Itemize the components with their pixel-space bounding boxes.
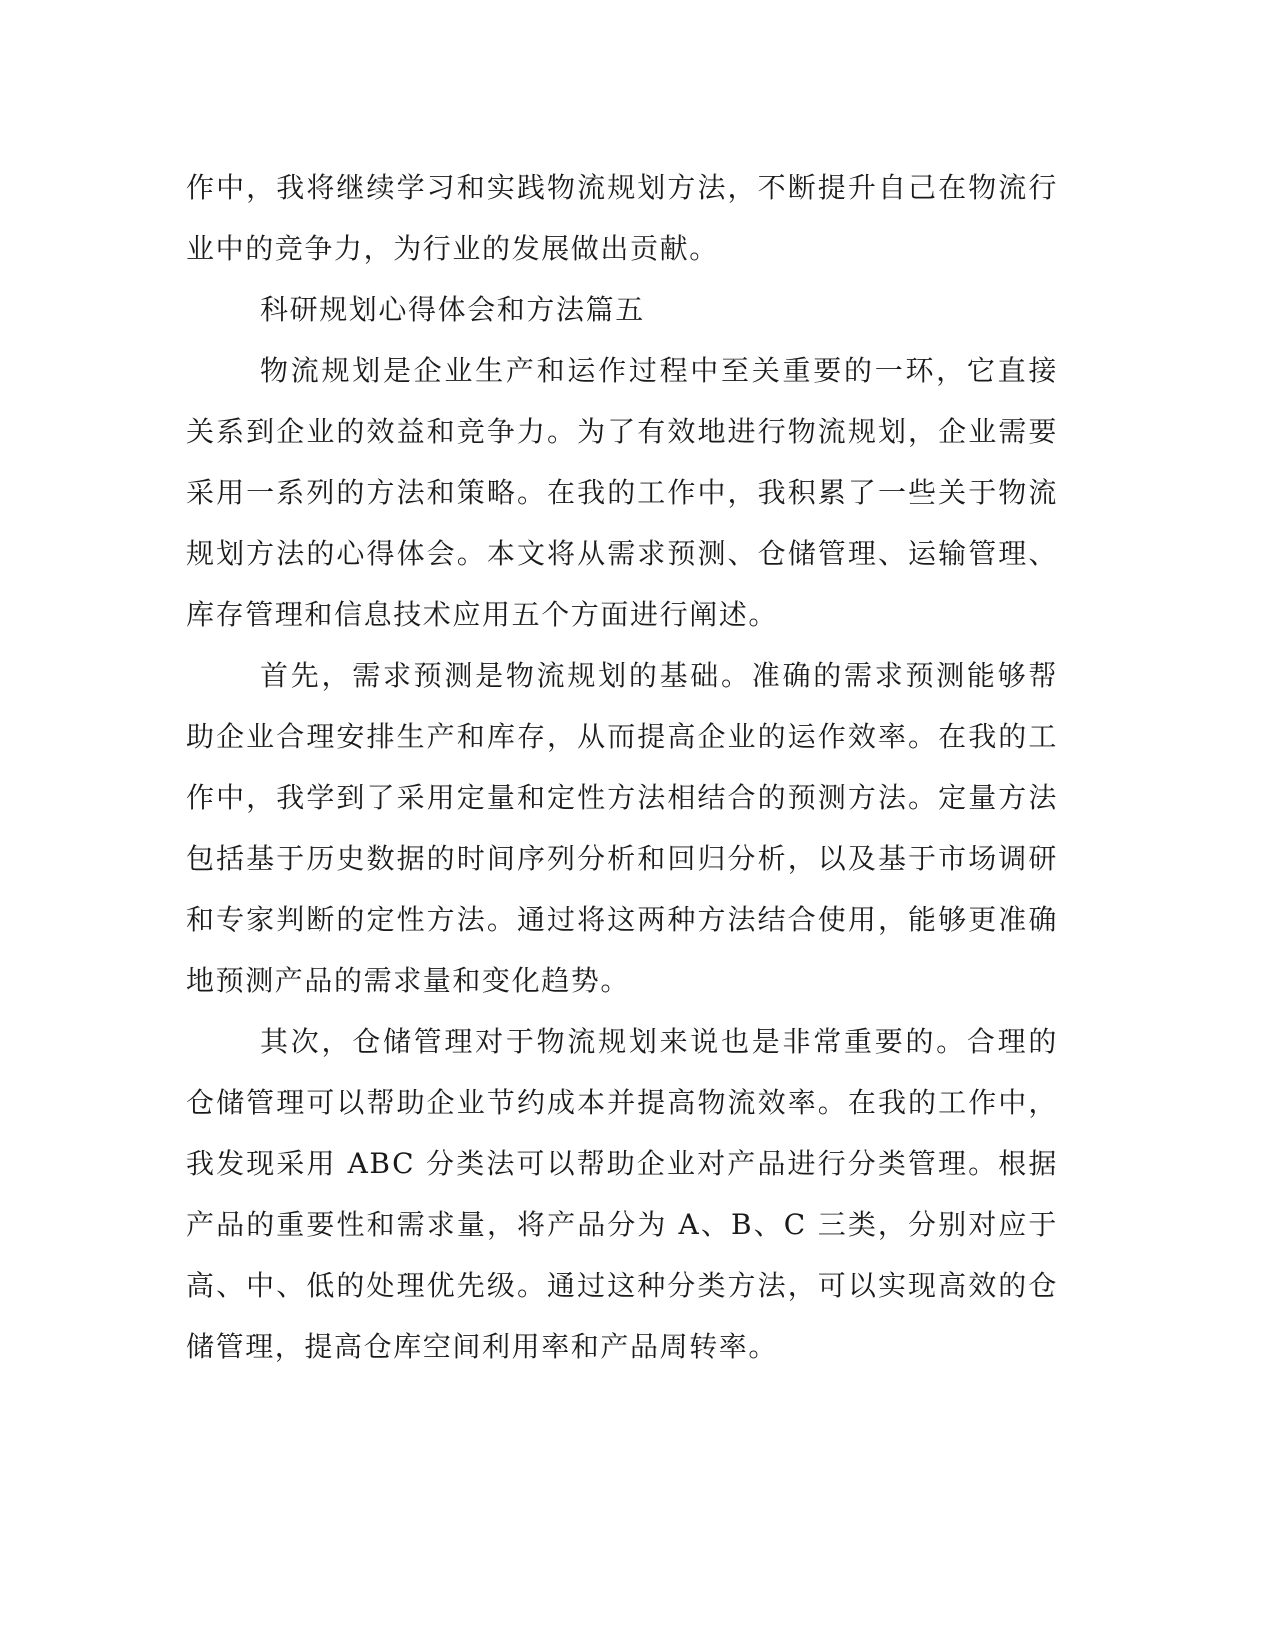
document-body (186, 157, 1058, 1377)
section-heading: 科研规划心得体会和方法篇五 (260, 293, 645, 326)
paragraph-demand-forecast: 首先，需求预测是物流规划的基础。准确的需求预测能够帮助企业合理安排生产和库存，从而提高企业的运作效率。在我的工作中，我学到了采用定量和定性方法相结合的预测方法。定量方法包括基于历史数据的时间序列分析和回归分析，以及基于市场调研和专家判断的定性方法。通过将这两种方法结合使用，能够更准确地预测产品的需求量和变化趋势。 (186, 659, 1058, 997)
paragraph-continuation: 作中，我将继续学习和实践物流规划方法，不断提升自己在物流行业中的竞争力，为行业的发展做出贡献。 (186, 171, 1058, 265)
paragraph-intro: 物流规划是企业生产和运作过程中至关重要的一环，它直接关系到企业的效益和竞争力。为了有效地进行物流规划，企业需要采用一系列的方法和策略。在我的工作中，我积累了一些关于物流规划方法的心得体会。本文将从需求预测、仓储管理、运输管理、库存管理和信息技术应用五个方面进行阐述。 (186, 354, 1058, 631)
paragraph-warehouse-management: 其次，仓储管理对于物流规划来说也是非常重要的。合理的仓储管理可以帮助企业节约成本并提高物流效率。在我的工作中，我发现采用 ABC 分类法可以帮助企业对产品进行分类管理。根据产品的重要性和需求量，将产品分为 A、B、C 三类，分别对应于高、中、低的处理优先级。通过这种分类方法，可以实现高效的仓储管理，提高仓库空间利用率和产品周转率。 (186, 1025, 1058, 1363)
